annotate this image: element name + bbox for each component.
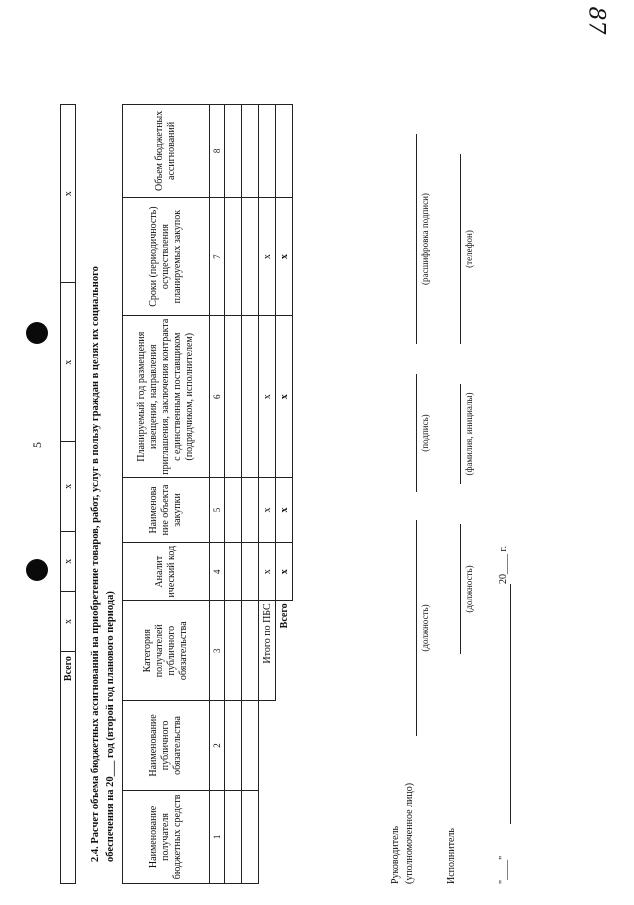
itogo-cell: х: [259, 477, 276, 542]
vsego-cell: х: [276, 543, 293, 601]
table-row: [225, 105, 242, 884]
column-number: 4: [210, 543, 225, 601]
calculation-table: [122, 104, 293, 884]
signature-line: [460, 384, 461, 484]
table-cell: [225, 316, 242, 477]
signature-block: [390, 84, 590, 884]
table-cell: [225, 601, 242, 701]
table-row: [242, 105, 259, 884]
signature-line: [460, 154, 461, 344]
top-total-label: Всего: [61, 652, 76, 884]
caption-telefon: (телефон): [464, 230, 474, 268]
table-cell: [242, 316, 259, 477]
signature-line: [416, 520, 417, 736]
table-cell: [242, 701, 259, 791]
vsego-cell: [276, 105, 293, 198]
table-cell: [242, 105, 259, 198]
col-header-object: Наименова ние объекта закупки: [123, 477, 210, 542]
vsego-cell: х: [276, 316, 293, 477]
label-ispolnitel: Исполнитель: [446, 828, 457, 884]
label-rukovoditel: Руководитель: [390, 825, 401, 884]
table-cell: [225, 701, 242, 791]
itogo-cell: х: [259, 316, 276, 477]
caption-fio: (фамилия, инициалы): [464, 392, 474, 476]
signature-line: [460, 524, 461, 654]
itogo-cell: [259, 105, 276, 198]
section-heading: [88, 122, 118, 862]
table-cell: [225, 197, 242, 316]
col-header-terms: Сроки (периодичность) осуществления планируемых закупок: [123, 197, 210, 316]
top-total-cell: х: [61, 531, 76, 591]
col-header-volume: Объем бюджетных ассигнований: [123, 105, 210, 198]
table-cell: [242, 477, 259, 542]
handwritten-page-number: 87: [583, 6, 609, 35]
page-number: 5: [30, 442, 44, 448]
itogo-row: [259, 105, 276, 884]
date-line: [510, 584, 511, 824]
top-total-cell: х: [61, 105, 76, 283]
col-header-analytic-code: Аналит ический код: [123, 543, 210, 601]
column-number: 5: [210, 477, 225, 542]
caption-dolzhnost: (должность): [420, 604, 430, 652]
punch-hole: [26, 322, 48, 344]
table-cell: [242, 197, 259, 316]
col-header-recipient: Наименование получателя бюджетных средств: [123, 790, 210, 883]
column-number: 1: [210, 790, 225, 883]
col-header-planned-year: Планируемый год размещения извещения, направления приглашения, заключения контракта с единственным поставщиком (подрядчиком, исполнителем): [123, 316, 210, 477]
table-cell: [225, 790, 242, 883]
date-year: 20____ г.: [498, 546, 509, 584]
punch-hole: [26, 559, 48, 581]
vsego-label: Всего: [278, 603, 290, 629]
top-total-cell: х: [61, 591, 76, 651]
itogo-cell: х: [259, 197, 276, 316]
column-number: 2: [210, 701, 225, 791]
signature-line: [416, 374, 417, 492]
vsego-cell: х: [276, 477, 293, 542]
vsego-cell: х: [276, 197, 293, 316]
table-cell: [242, 790, 259, 883]
column-number: 3: [210, 601, 225, 701]
vsego-row: [276, 105, 293, 884]
itogo-cell: х: [259, 543, 276, 601]
table-cell: [225, 105, 242, 198]
table-cell: [242, 601, 259, 701]
top-total-strip: [60, 104, 76, 884]
label-upolnomochennoe: (уполномоченное лицо): [404, 782, 415, 884]
column-number: 7: [210, 197, 225, 316]
column-number: 6: [210, 316, 225, 477]
column-number: 8: [210, 105, 225, 198]
col-header-obligation: Наименование публичного обязательства: [123, 701, 210, 791]
table-cell: [242, 543, 259, 601]
signature-line: [416, 134, 417, 344]
caption-dolzhnost-2: (должность): [464, 565, 474, 613]
caption-rasshifrovka: (расшифровка подписи): [420, 193, 430, 285]
col-header-category: Категория получателей публичного обязательства: [123, 601, 210, 701]
table-cell: [225, 543, 242, 601]
top-total-cell: х: [61, 283, 76, 442]
date-prefix: "____": [498, 855, 509, 884]
itogo-label: Итого по ПБС: [259, 601, 276, 701]
caption-podpis: (подпись): [420, 414, 430, 452]
rotated-form: [60, 40, 620, 884]
heading-line-2: обеспечения на 20___ год (второй год планового периода): [105, 591, 117, 862]
table-cell: [225, 477, 242, 542]
heading-line-1: 2.4. Расчет объема бюджетных ассигнований на приобретение товаров, работ, услуг в пользу граждан в целях их социального: [90, 266, 101, 862]
top-total-cell: х: [61, 442, 76, 532]
